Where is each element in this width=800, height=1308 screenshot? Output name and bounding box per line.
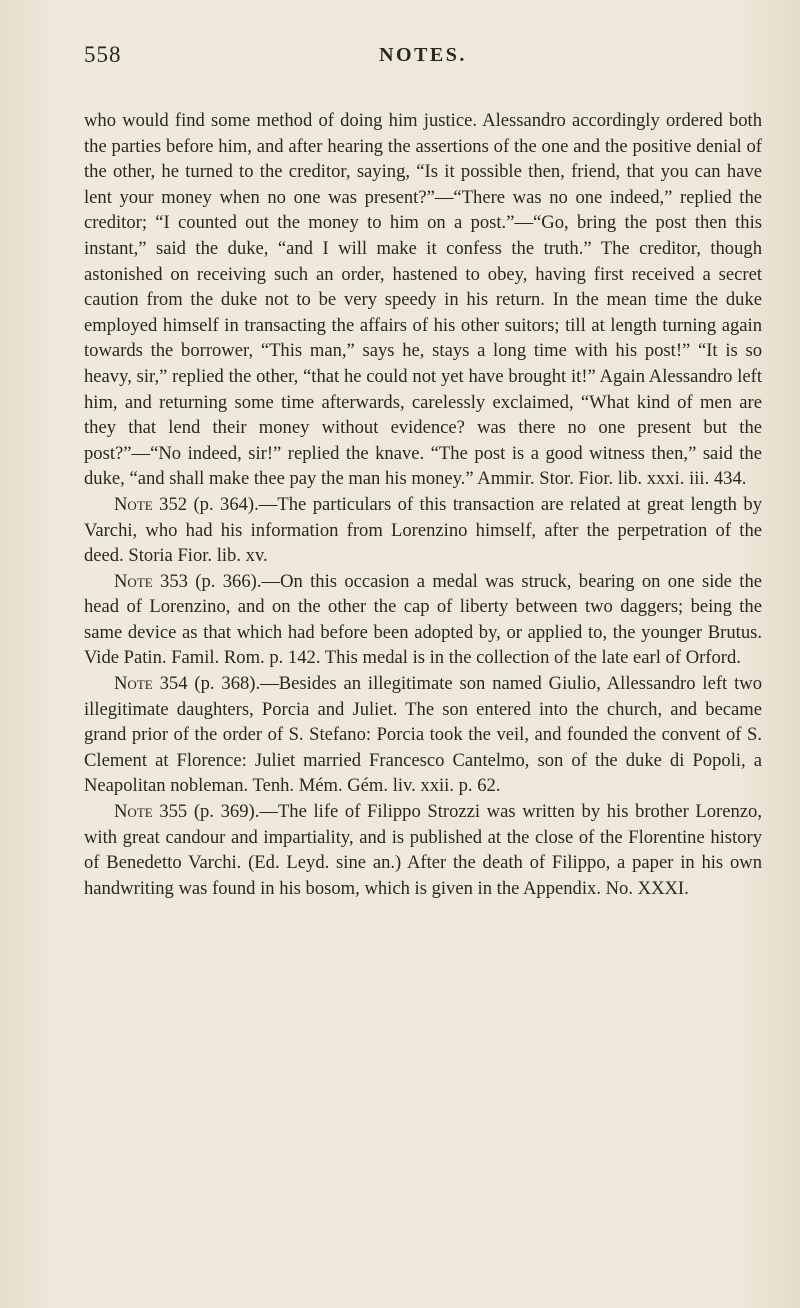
continued-paragraph: who would find some method of doing him justice. Alessandro accordingly ordered both the parties before him, and after hearing the assertions of the one and the positive denial of the other, he turned to the creditor, saying, “Is it possible then, friend, that you can have lent your money when no one was present?”—“There was no one indeed,” replied the creditor; “I counted out the money to him on a post.”—“Go, bring the post then this instant,” said the duke, “and I will make it confess the truth.” The creditor, though astonished on receiving such an order, hastened to obey, having first received a secret caution from the duke not to be very speedy in his return. In the mean time the duke employed himself in transacting the affairs of his other suitors; till at length turning again towards the borrower, “This man,” says he, stays a long time with his post!” “It is so heavy, sir,” replied the other, “that he could not yet have brought it!” Again Alessandro left him, and returning some time afterwards, carelessly exclaimed, “What kind of men are they that lend their money without evidence? was there no one present but the post?”—“No indeed, sir!” replied the knave. “The post is a good witness then,” said the duke, “and shall make thee pay the man his money.” Ammir. Stor. Fior. lib. xxxi. iii. 434. [84, 110, 762, 490]
note-text: —On this occasion a medal was struck, bearing on one side the head of Lorenzino, and on the other the cap of liberty between two daggers; being the same device as that which had before been adopted by, or applied to, the younger Brutus. Vide Patin. Famil. Rom. p. 142. This medal is in the collection of the late earl of Orford. [84, 570, 762, 669]
note-label: Note [114, 801, 153, 823]
note-ref: 353 (p. 366). [152, 570, 262, 592]
note-text: —The particulars of this transaction are related at great length by Varchi, who had his information from Lorenzino himself, after the perpetration of the deed. Storia Fior. lib. xv. [84, 493, 762, 567]
note-text: —The life of Filippo Strozzi was written by his brother Lorenzo, with great candour and impartiality, and is published at the close of the Florentine history of Benedetto Varchi. (Ed. Leyd. sine an.) After the death of Filippo, a paper in his own handwriting was found in his bosom, which is given in the Appendix. No. XXXI. [84, 801, 762, 899]
note-text: —Besides an illegitimate son named Giulio, Allessandro left two illegitimate daughters, Porcia and Juliet. The son entered into the church, and became grand prior of the order of S. Stefano: Porcia took the veil, and founded the convent of S. Clement at Florence: Juliet married Francesco Cantelmo, son of the duke di Popoli, a Neapolitan nobleman. Tenh. Mém. Gém. liv. xxii. p. 62. [84, 673, 762, 797]
note-355 [84, 799, 762, 901]
running-head [84, 42, 762, 86]
note-352 [84, 492, 762, 569]
page-number: 558 [84, 42, 122, 67]
running-title: NOTES. [379, 44, 467, 66]
note-354 [84, 671, 762, 799]
note-ref: 355 (p. 369). [152, 801, 260, 823]
body-text [84, 108, 762, 901]
note-label: Note [114, 570, 153, 592]
note-label: Note [114, 493, 153, 515]
note-ref: 354 (p. 368). [152, 673, 261, 695]
note-ref: 352 (p. 364). [152, 493, 259, 515]
note-label: Note [114, 673, 153, 695]
note-353 [84, 569, 762, 671]
